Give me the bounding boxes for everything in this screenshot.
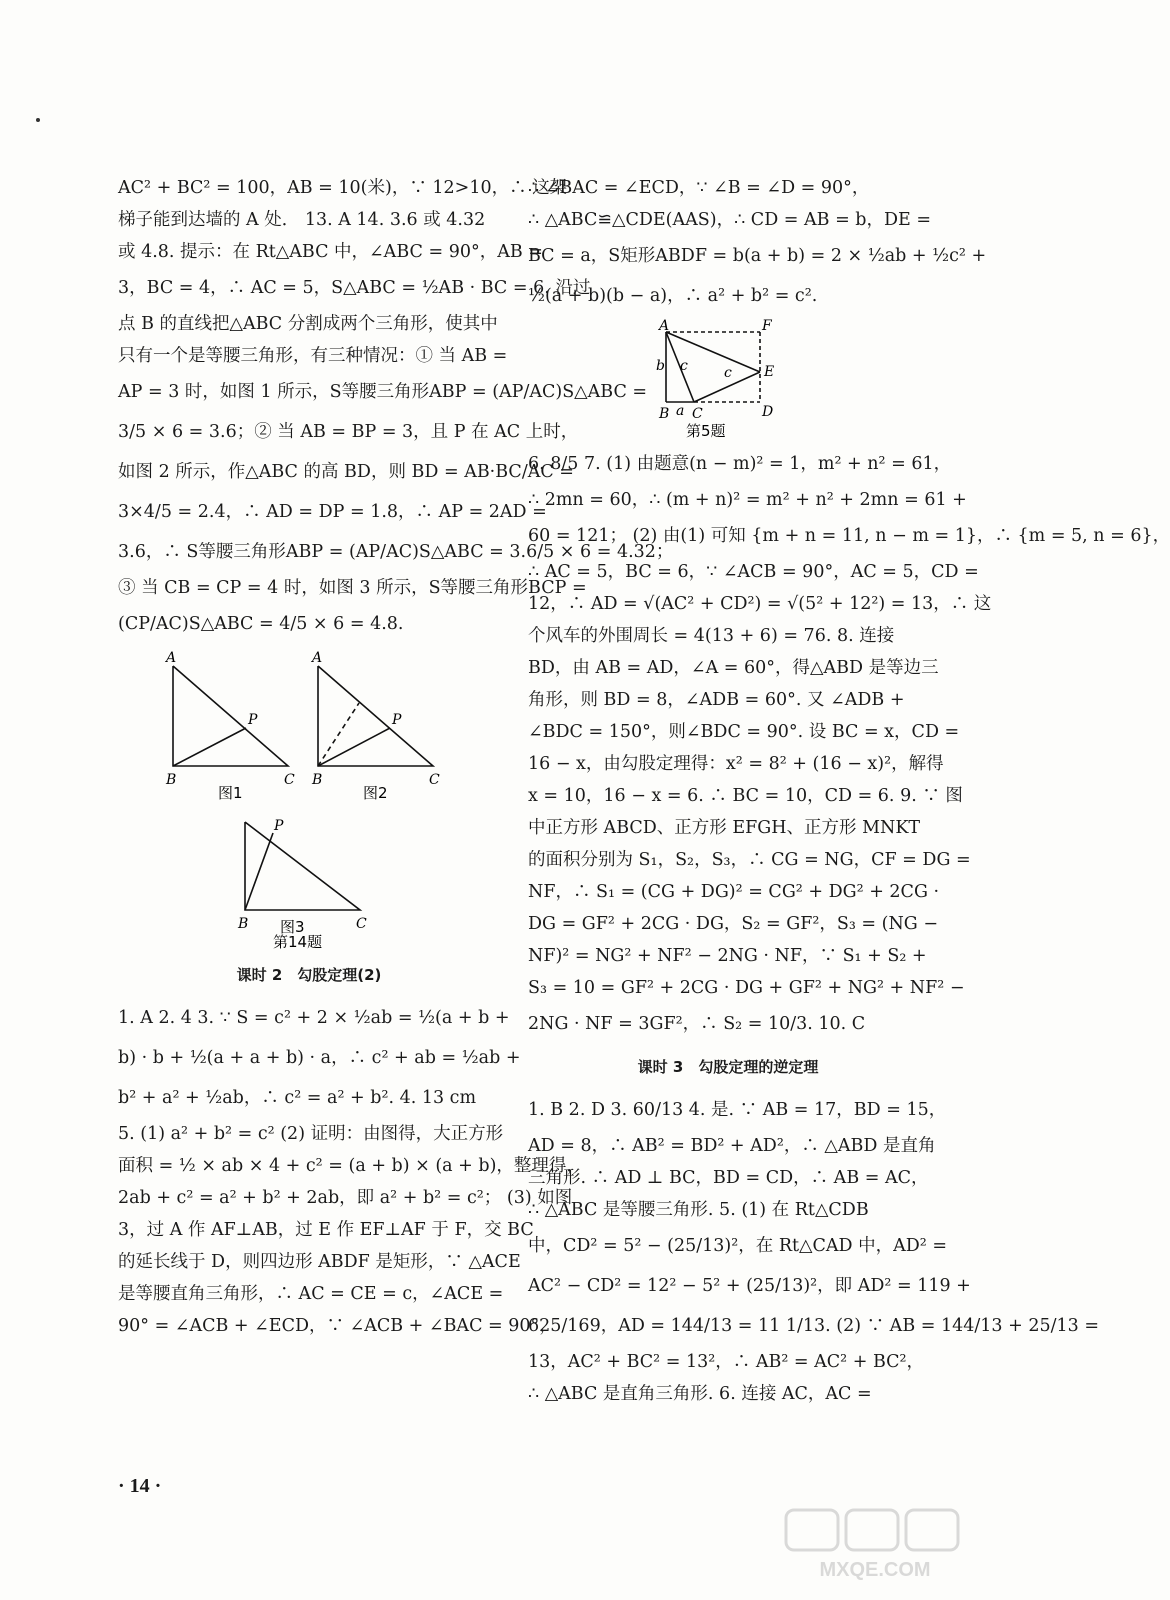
text-line: NF，∴ S₁ = (CG + DG)² = CG² + DG² + 2CG · xyxy=(528,882,940,902)
section-title: 课时 3 勾股定理的逆定理 xyxy=(637,1058,819,1076)
text-line: DG = GF² + 2CG · DG，S₂ = GF²，S₃ = (NG − xyxy=(528,914,938,934)
text-line: 12，∴ AD = √(AC² + CD²) = √(5² + 12²) = 13，∴ 这 xyxy=(528,594,992,614)
text-line: AC² − CD² = 12² − 5² + (25/13)²，即 AD² = 119 + xyxy=(528,1276,971,1296)
fig5-label: b xyxy=(656,358,665,374)
text-line: ∴ AC = 5，BC = 6，∵ ∠ACB = 90°，AC = 5，CD = xyxy=(528,562,979,582)
text-line: 2NG · NF = 3GF²，∴ S₂ = 10/3. 10. C xyxy=(528,1014,866,1034)
figure-2-diagram xyxy=(318,666,433,766)
text-line: 3.6，∴ S等腰三角形ABP = (AP/AC)S△ABC = 3.6/5 × 6 = 4.32； xyxy=(118,542,674,562)
text-line: b² + a² + ½ab，∴ c² = a² + b². 4. 13 cm xyxy=(118,1088,477,1108)
fig2-label-c: C xyxy=(429,772,440,788)
text-line: 13，AC² + BC² = 13²，∴ AB² = AC² + BC²， xyxy=(528,1352,925,1372)
fig5-label: c xyxy=(724,365,732,381)
text-line: ∠BDC = 150°，则∠BDC = 90°. 设 BC = x，CD = xyxy=(528,722,960,742)
fig5-label: E xyxy=(764,364,775,380)
fig3-label-b: B xyxy=(238,916,249,932)
text-line: 个风车的外围周长 = 4(13 + 6) = 76. 8. 连接 xyxy=(528,626,895,646)
speck xyxy=(36,118,40,122)
text-line: ∴ △ABC 是直角三角形. 6. 连接 AC，AC = xyxy=(528,1384,872,1404)
text-line: x = 10，16 − x = 6. ∴ BC = 10，CD = 6. 9. ∵ 图 xyxy=(528,786,963,806)
text-line: 60 = 121； (2) 由(1) 可知 {m + n = 11, n − m = 1}，∴ {m = 5, n = 6}， xyxy=(528,526,1170,546)
text-line: ∴ ∠BAC = ∠ECD，∵ ∠B = ∠D = 90°， xyxy=(528,178,870,198)
text-line: AP = 3 时，如图 1 所示，S等腰三角形ABP = (AP/AC)S△ABC = xyxy=(118,382,648,402)
figure-5-caption: 第5题 xyxy=(686,422,726,440)
text-line: 的面积分别为 S₁，S₂，S₃，∴ CG = NG，CF = DG = xyxy=(528,850,971,870)
fig3-caption: 图3 xyxy=(280,918,305,936)
figure-1-diagram xyxy=(173,666,288,766)
text-line: 5. (1) a² + b² = c² (2) 证明：由图得，大正方形 xyxy=(118,1124,504,1144)
text-line: 2ab + c² = a² + b² + 2ab，即 a² + b² = c²； (3) 如图 xyxy=(118,1188,573,1208)
text-line: 6. 8/5 7. (1) 由题意(n − m)² = 1，m² + n² = 61， xyxy=(528,454,952,474)
text-line: ∴ △ABC 是等腰三角形. 5. (1) 在 Rt△CDB xyxy=(528,1200,869,1220)
fig5-label: C xyxy=(692,406,703,422)
fig2-label-p: P xyxy=(392,712,402,728)
text-line: 只有一个是等腰三角形，有三种情况：① 当 AB = xyxy=(118,346,508,366)
text-line: 90° = ∠ACB + ∠ECD，∵ ∠ACB + ∠BAC = 90°， xyxy=(118,1316,557,1336)
fig3-label-p: P xyxy=(274,818,284,834)
fig5-label: a xyxy=(676,403,685,419)
text-line: ∴ 2mn = 60，∴ (m + n)² = m² + n² + 2mn = 61 + xyxy=(528,490,967,510)
figure-14-caption: 第14题 xyxy=(273,933,323,951)
fig1-label-b: B xyxy=(166,772,177,788)
fig1-label-c: C xyxy=(284,772,295,788)
text-line: AD = 8，∴ AB² = BD² + AD²，∴ △ABD 是直角 xyxy=(528,1136,936,1156)
fig1-label-a: A xyxy=(166,650,177,666)
fig3-label-c: C xyxy=(356,916,367,932)
text-line: 梯子能到达墙的 A 处． 13. A 14. 3.6 或 4.32 xyxy=(118,210,486,230)
text-line: ½(a + b)(b − a)，∴ a² + b² = c². xyxy=(528,286,818,306)
fig2-caption: 图2 xyxy=(363,784,388,802)
text-line: ∴ △ABC≌△CDE(AAS)，∴ CD = AB = b，DE = xyxy=(528,210,932,230)
watermark-text: MXQE.COM xyxy=(819,1559,931,1581)
section-title: 课时 2 勾股定理(2) xyxy=(236,966,382,984)
text-line: 3/5 × 6 = 3.6；② 当 AB = BP = 3，且 P 在 AC 上时， xyxy=(118,422,579,442)
text-line: 是等腰直角三角形，∴ AC = CE = c，∠ACE = xyxy=(118,1284,504,1304)
fig5-label: D xyxy=(762,404,774,420)
text-line: BC = a，S矩形ABDF = b(a + b) = 2 × ½ab + ½c² + xyxy=(528,246,987,266)
fig5-label: B xyxy=(659,406,670,422)
text-line: 16 − x，由勾股定理得：x² = 8² + (16 − x)²，解得 xyxy=(528,754,944,774)
fig2-label-a: A xyxy=(312,650,323,666)
text-line: 或 4.8. 提示：在 Rt△ABC 中，∠ABC = 90°，AB = xyxy=(118,242,543,262)
text-line: 点 B 的直线把△ABC 分割成两个三角形，使其中 xyxy=(118,314,498,334)
text-line: 中，CD² = 5² − (25/13)²，在 Rt△CAD 中，AD² = xyxy=(528,1236,948,1256)
text-line: ③ 当 CB = CP = 4 时，如图 3 所示，S等腰三角形BCP = xyxy=(118,578,587,598)
fig1-caption: 图1 xyxy=(218,784,243,802)
text-line: 中正方形 ABCD、正方形 EFGH、正方形 MNKT xyxy=(528,818,921,838)
text-line: 3，过 A 作 AF⊥AB，过 E 作 EF⊥AF 于 F，交 BC xyxy=(118,1220,534,1240)
text-line: 如图 2 所示，作△ABC 的高 BD，则 BD = AB·BC/AC = xyxy=(118,462,574,482)
figure-14 xyxy=(118,648,500,951)
text-line: b) · b + ½(a + a + b) · a，∴ c² + ab = ½ab + xyxy=(118,1048,521,1068)
text-line: AC² + BC² = 100，AB = 10(米)，∵ 12>10，∴ 这架 xyxy=(118,178,568,198)
fig2-label-b: B xyxy=(312,772,323,788)
text-line: NF)² = NG² + NF² − 2NG · NF，∵ S₁ + S₂ + xyxy=(528,946,927,966)
text-line: 三角形. ∴ AD ⊥ BC，BD = CD，∴ AB = AC， xyxy=(528,1168,929,1188)
fig5-label: A xyxy=(659,318,670,334)
text-line: 3×4/5 = 2.4，∴ AD = DP = 1.8，∴ AP = 2AD = xyxy=(118,502,547,522)
figure-3-diagram xyxy=(245,822,360,910)
text-line: 3，BC = 4，∴ AC = 5，S△ABC = ½AB · BC = 6. 沿过 xyxy=(118,278,591,298)
fig5-label: c xyxy=(680,358,688,374)
text-line: 1. A 2. 4 3. ∵ S = c² + 2 × ½ab = ½(a + b + xyxy=(118,1008,510,1028)
page-number: · 14 · xyxy=(118,1475,162,1497)
text-line: 的延长线于 D，则四边形 ABDF 是矩形，∵ △ACE xyxy=(118,1252,521,1272)
fig5-label: F xyxy=(762,318,772,334)
text-line: 625/169，AD = 144/13 = 11 1/13. (2) ∵ AB = 144/13 + 25/13 = xyxy=(528,1316,1099,1336)
fig1-label-p: P xyxy=(248,712,258,728)
figure-5 xyxy=(528,320,928,440)
text-line: (CP/AC)S△ABC = 4/5 × 6 = 4.8. xyxy=(118,614,404,634)
text-line: BD，由 AB = AD，∠A = 60°，得△ABD 是等边三 xyxy=(528,658,939,678)
text-line: 面积 = ½ × ab × 4 + c² = (a + b) × (a + b)，整理得， xyxy=(118,1156,584,1176)
text-line: 角形，则 BD = 8，∠ADB = 60°. 又 ∠ADB + xyxy=(528,690,905,710)
text-line: 1. B 2. D 3. 60/13 4. 是. ∵ AB = 17，BD = 15， xyxy=(528,1100,947,1120)
watermark-logo xyxy=(780,1506,970,1586)
right-column xyxy=(528,172,1170,1410)
text-line: S₃ = 10 = GF² + 2CG · DG + GF² + NG² + NF² − xyxy=(528,978,965,998)
